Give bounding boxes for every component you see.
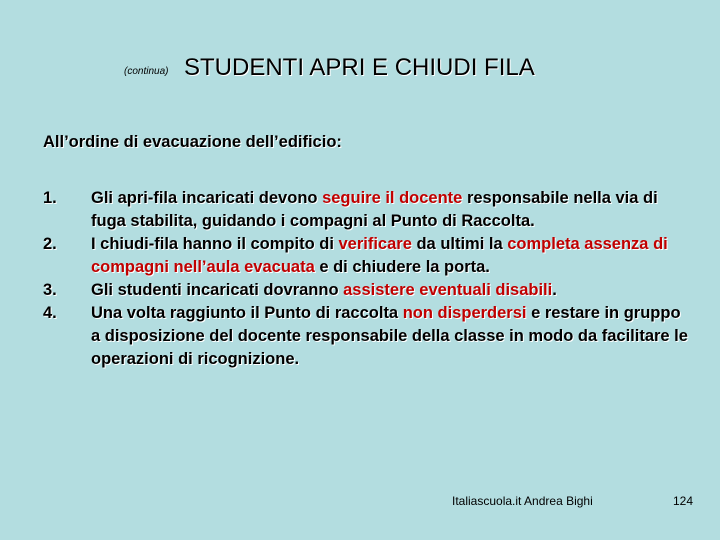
- slide-title: STUDENTI APRI E CHIUDI FILA: [184, 54, 535, 81]
- text-segment: e di chiudere la porta.: [314, 258, 490, 276]
- text-segment: I chiudi-fila hanno il compito di: [91, 235, 339, 253]
- list-item-text: [91, 233, 693, 279]
- footer-credit: Italiascuola.it Andrea Bighi: [452, 494, 593, 508]
- list-item: [43, 233, 693, 279]
- text-segment: Una volta raggiunto il Punto di raccolta: [91, 304, 403, 322]
- text-segment: Gli studenti incaricati dovranno: [91, 281, 344, 299]
- list-item-text: [91, 302, 693, 371]
- text-segment: e restare in gruppo a disposizione del docente responsabile della classe in modo da facilitare le operazioni di ricognizione.: [91, 304, 688, 368]
- list-item: [43, 302, 693, 371]
- text-segment: Gli apri-fila incaricati devono: [91, 189, 323, 207]
- list-item-text: [91, 279, 693, 302]
- list-item-text: [91, 187, 693, 233]
- continua-label: (continua): [124, 66, 169, 77]
- text-segment: .: [552, 281, 557, 299]
- numbered-list: [43, 187, 693, 371]
- text-segment: responsabile nella via di fuga stabilita, guidando i compagni al Punto di Raccolta.: [91, 189, 658, 230]
- highlighted-text: non disperdersi: [402, 304, 527, 322]
- list-item-number: 3.: [43, 281, 57, 299]
- page-number: 124: [673, 494, 694, 508]
- list-item-number: 4.: [43, 304, 57, 322]
- list-item: [43, 279, 693, 302]
- highlighted-text: assistere eventuali disabili: [343, 281, 553, 299]
- intro-text: All’ordine di evacuazione dell’edificio:: [43, 133, 342, 151]
- highlighted-text: completa assenza di compagni nell’aula evacuata: [91, 235, 668, 276]
- list-item: [43, 187, 693, 233]
- highlighted-text: seguire il docente: [322, 189, 463, 207]
- list-item-number: 2.: [43, 235, 57, 253]
- text-segment: da ultimi la: [411, 235, 508, 253]
- list-item-number: 1.: [43, 189, 57, 207]
- highlighted-text: verificare: [338, 235, 412, 253]
